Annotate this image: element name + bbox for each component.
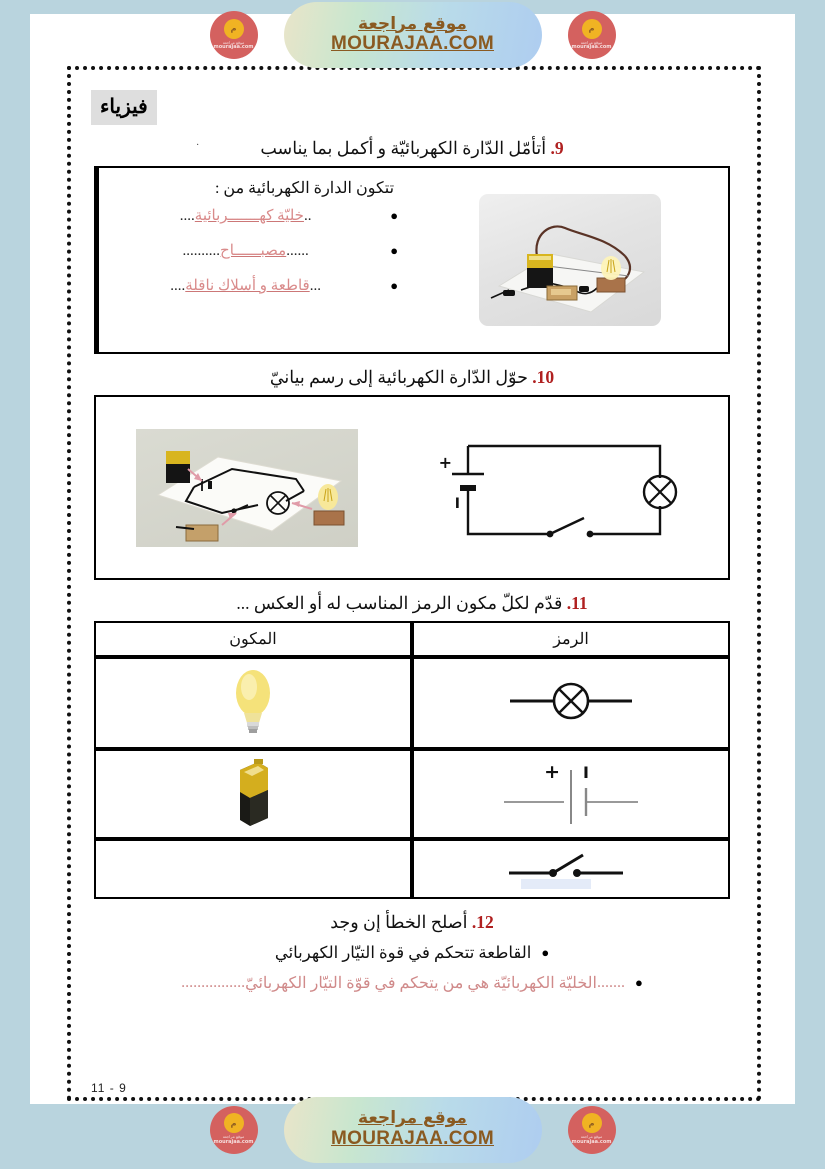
mapping-photo-graphic: [136, 429, 358, 547]
correction-trailing-dots: ................: [181, 974, 246, 991]
question-12-heading: 12. أصلح الخطأ إن وجد: [330, 912, 494, 932]
table-row: [94, 839, 730, 899]
header-symbol: الرمز: [412, 621, 730, 657]
correction-text: الخليّة الكهربائيّة هي من يتحكم في قوّة التيّار الكهربائيّ: [245, 975, 597, 992]
watermark-badge-left: [210, 1106, 258, 1154]
battery-minus-label: I: [454, 495, 460, 512]
answer-text: خليّة كهـــــــربائية: [194, 208, 304, 224]
question-9-heading: 9. أتأمّل الدّارة الكهربائيّة و أكمل بما يناسب: [260, 138, 564, 158]
watermark-pill: [213, 2, 612, 68]
lightbulb-icon: [223, 663, 283, 739]
bottom-watermark-banner: [0, 1090, 825, 1169]
question-11-heading: 11. قدّم لكلّ مكون الرمز المناسب له أو العكس ...: [236, 593, 588, 613]
bullet-icon: ●: [390, 207, 399, 223]
cell-lightbulb-image: [94, 657, 412, 749]
question-10-text: حوّل الدّارة الكهربائية إلى رسم بيانيّ: [269, 367, 528, 387]
circuit-photo-graphic: [479, 194, 661, 326]
minus-sign: I: [583, 762, 589, 782]
cell-battery-image: [94, 749, 412, 839]
stray-mark: .: [196, 136, 199, 148]
question-10-heading: 10. حوّل الدّارة الكهربائية إلى رسم بيانيّ: [269, 367, 555, 387]
battery-symbol-icon: [486, 756, 656, 828]
badge-caption: موقع مراجعة mourajaa.com: [213, 39, 254, 51]
bullet-icon: ●: [390, 277, 399, 293]
plus-sign: +: [544, 760, 560, 783]
watermark-pill: [213, 1097, 612, 1163]
blank-item: [109, 276, 398, 295]
watermark-badge-left: [210, 11, 258, 59]
blank-item: [109, 241, 398, 260]
question-9-answers-cell: [96, 168, 412, 352]
question-9-number: 9: [554, 138, 564, 158]
bullet-icon: ●: [541, 945, 550, 960]
watermark-arabic-text: موقع مراجعة: [358, 1108, 467, 1129]
question-9-box: [94, 166, 730, 354]
badge-logo-icon: م: [582, 1113, 602, 1133]
real-circuit-photo: [479, 194, 661, 326]
table-row: [94, 749, 730, 839]
table-header-row: [94, 621, 730, 657]
bullet-icon: ●: [635, 975, 643, 990]
blank-line: ..خليّة كهـــــــربائية....: [179, 208, 312, 224]
table-row: [94, 657, 730, 749]
bullet-icon: ●: [390, 242, 399, 258]
correction-leading-dots: .......: [597, 974, 625, 991]
circuit-mapping-photo: [136, 429, 358, 547]
answer-text: مصبــــــاح: [220, 243, 287, 259]
badge-logo-icon: م: [224, 19, 244, 39]
question-11-number: 11: [571, 593, 588, 613]
question-10-box: [94, 395, 730, 580]
question-12-number: 12: [476, 912, 494, 932]
switch-symbol-icon: [491, 843, 651, 891]
question-9-text: أتأمّل الدّارة الكهربائيّة و أكمل بما يناسب: [260, 138, 547, 158]
question-11-text: قدّم لكلّ مكون الرمز المناسب له أو العكس ...: [236, 593, 563, 613]
question-9-blanks-list: [109, 206, 398, 295]
battery-icon: [228, 754, 278, 830]
watermark-arabic-text: موقع مراجعة: [358, 13, 467, 34]
symbol-component-table: [94, 621, 730, 899]
watermark-url: MOURAJAA.COM: [331, 33, 494, 55]
header-component: المكون: [94, 621, 412, 657]
question-10-number: 10: [536, 367, 555, 387]
watermark-badge-right: [568, 11, 616, 59]
question-9-lead-text: تتكون الدارة الكهربائية من :: [214, 180, 395, 197]
top-watermark-banner: [0, 0, 825, 70]
question-12-text: أصلح الخطأ إن وجد: [330, 912, 468, 932]
battery-plus-label: +: [438, 452, 452, 472]
subject-title-row: [91, 90, 733, 125]
cell-lamp-symbol: [412, 657, 730, 749]
badge-caption: موقع مراجعة mourajaa.com: [571, 39, 612, 51]
blank-item: [109, 206, 398, 225]
statement-row-correction: [117, 973, 707, 993]
statement-row: [117, 943, 707, 963]
watermark-badge-right: [568, 1106, 616, 1154]
cell-switch-symbol: [412, 839, 730, 899]
answer-text: قاطعة و أسلاك ناقلة: [185, 278, 310, 294]
circuit-schematic-diagram: [438, 418, 688, 558]
blank-line: ...قاطعة و أسلاك ناقلة....: [170, 278, 321, 294]
badge-logo-icon: م: [224, 1113, 244, 1133]
cell-battery-symbol: [412, 749, 730, 839]
question-9-photo-cell: [412, 168, 728, 352]
blank-line: ......مصبــــــاح..........: [182, 243, 309, 259]
page-title: فيزياء: [91, 90, 157, 125]
page-number: 9 - 11: [91, 1081, 127, 1095]
watermark-url: MOURAJAA.COM: [331, 1127, 494, 1149]
worksheet-content: [67, 66, 761, 1101]
badge-caption: موقع مراجعة mourajaa.com: [213, 1134, 254, 1145]
badge-caption: موقع مراجعة mourajaa.com: [571, 1134, 612, 1145]
cell-component-empty: [94, 839, 412, 899]
badge-logo-icon: م: [582, 19, 602, 39]
question-12-statements: [117, 943, 707, 993]
statement-text: القاطعة تتحكم في قوة التيّار الكهربائي: [274, 943, 532, 962]
lamp-symbol-icon: [496, 671, 646, 731]
